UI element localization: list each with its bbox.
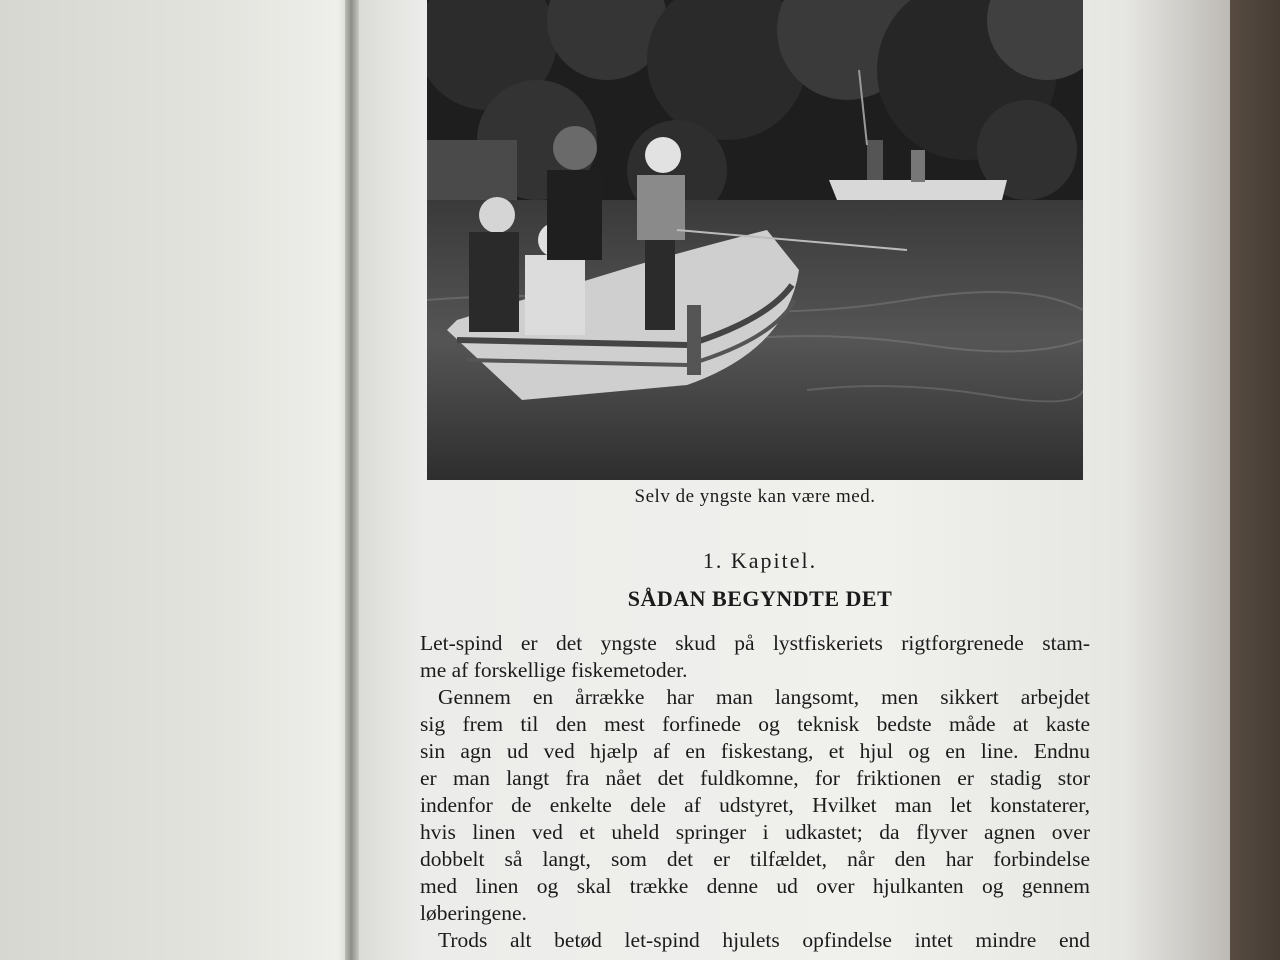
text-line: me af forskellige fiskemetoder.: [420, 658, 688, 682]
book-gutter: [345, 0, 359, 960]
text-line: løberingene.: [420, 901, 527, 925]
text-line: med linen og skal trække denne ud over hjulkanten og gennem: [420, 874, 1090, 898]
text-line: sin agn ud ved hjælp af en fiskestang, et hjul og en line. Endnu: [420, 739, 1090, 763]
photo-children-fishing-boat: [427, 0, 1083, 480]
left-page: [0, 0, 352, 960]
text-line: er man langt fra nået det fuldkomne, for friktionen er stadig stor: [420, 766, 1090, 790]
text-line: sig frem til den mest forfinede og teknisk bedste måde at kaste: [420, 712, 1090, 736]
text-line: Trods alt betød let-spind hjulets opfindelse intet mindre end: [438, 928, 1090, 952]
text-line: dobbelt så langt, som det er tilfældet, når den har forbindelse: [420, 847, 1090, 871]
text-line: Let-spind er det yngste skud på lystfiskeriets rigtforgrenede stam-: [420, 631, 1090, 655]
paragraph: [420, 684, 1090, 927]
text-line: indenfor de enkelte dele af udstyret, Hvilket man let konstaterer,: [420, 793, 1090, 817]
paragraph: [420, 927, 1090, 954]
chapter-number: 1. Kapitel.: [702, 548, 818, 573]
body-text: [420, 630, 1090, 954]
chapter-heading: SÅDAN BEGYNDTE DET: [627, 586, 893, 611]
photo-caption: Selv de yngste kan være med.: [634, 486, 876, 507]
text-line: Gennem en årrække har man langsomt, men sikkert arbejdet: [438, 685, 1090, 709]
text-line: hvis linen ved et uheld springer i udkastet; da flyver agnen over: [420, 820, 1090, 844]
paragraph: [420, 630, 1090, 684]
